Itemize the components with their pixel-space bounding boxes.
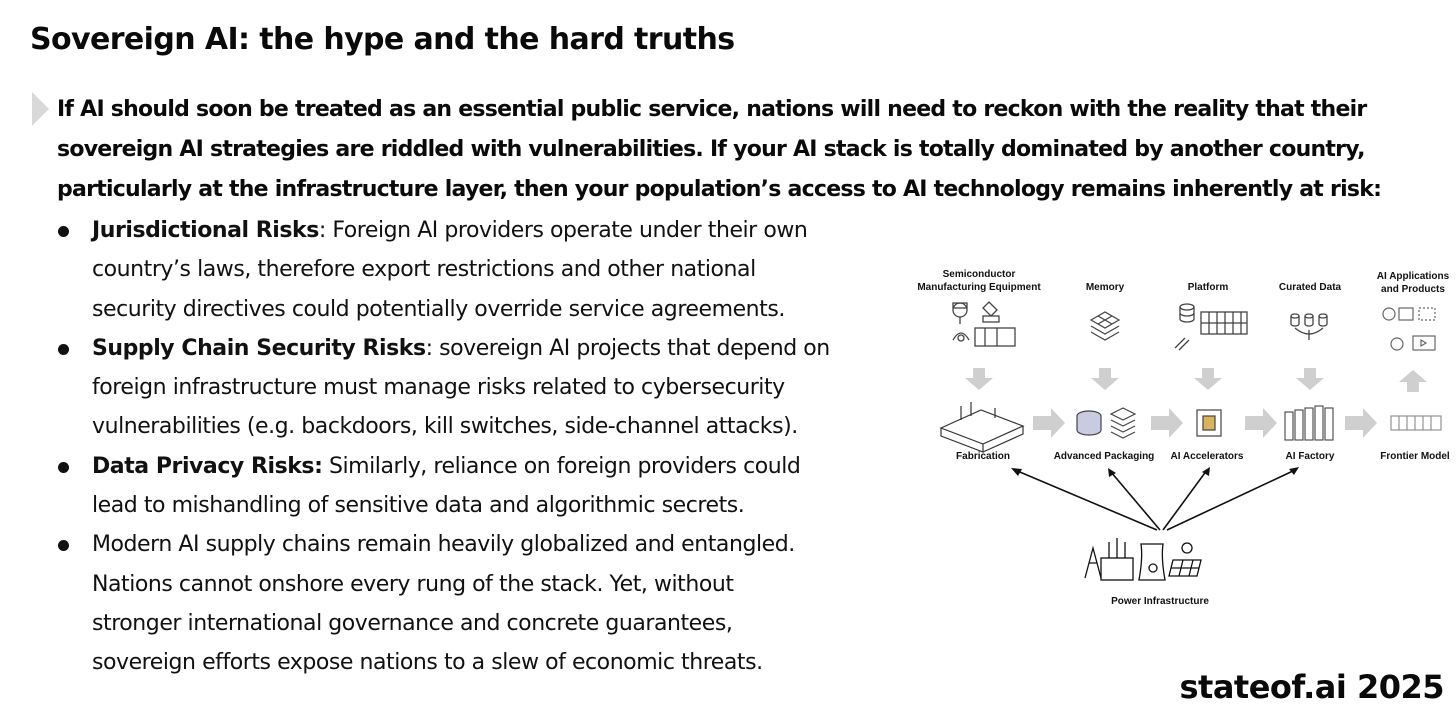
bullet-globalized [56, 525, 916, 682]
label-ai-accelerators: AI Accelerators [1170, 451, 1244, 462]
bullet-heading: Jurisdictional Risks [92, 218, 319, 243]
bullet-dot [58, 462, 69, 473]
page-title: Sovereign AI: the hype and the hard truths [30, 22, 735, 57]
bullet-heading: Supply Chain Security Risks [92, 335, 426, 361]
bullet-text: Similarly, reliance on foreign providers could [322, 453, 801, 479]
bullet-text: foreign infrastructure must manage risks related to cybersecurity [92, 375, 785, 401]
bullet-text: : sovereign AI projects that depend on [425, 335, 830, 361]
bullet-text: vulnerabilities (e.g. backdoors, kill switches, side-channel attacks). [92, 414, 798, 440]
bullet-text: stronger international governance and concrete guarantees, [92, 610, 733, 636]
label-ai-applications: and Products [1381, 284, 1445, 295]
power-arrows [1015, 470, 1295, 530]
label-power-infrastructure: Power Infrastructure [1111, 596, 1209, 607]
label-platform: Platform [1187, 282, 1229, 293]
right-arrow-icon [1033, 408, 1065, 438]
ai-accelerator-icon [1197, 410, 1221, 436]
right-arrow-icon [1345, 408, 1377, 438]
platform-icon [1175, 304, 1247, 350]
bullet-text: Modern AI supply chains remain heavily globalized and entangled. [92, 532, 795, 558]
bullet-supply-chain [56, 329, 916, 447]
flow-arrows [965, 368, 1427, 438]
down-arrow-icon [1296, 368, 1324, 390]
power-arrow-heads [1011, 467, 1299, 477]
ai-applications-icon [1383, 308, 1435, 350]
label-semiconductor: Manufacturing Equipment [917, 282, 1041, 293]
label-advanced-packaging: Advanced Packaging [1053, 451, 1155, 462]
right-arrow-icon [1245, 408, 1277, 438]
label-curated-data: Curated Data [1278, 282, 1342, 293]
bullet-text: country’s laws, therefore export restrictions and other national [92, 257, 756, 283]
down-arrow-icon [1194, 368, 1222, 390]
bullet-data-privacy [56, 447, 916, 526]
label-ai-applications: AI Applications [1376, 271, 1450, 282]
lead-paragraph [57, 90, 1452, 210]
memory-icon [1091, 312, 1119, 340]
bullet-list [56, 211, 916, 683]
bullet-text: Nations cannot onshore every rung of the stack. Yet, without [92, 571, 734, 597]
label-fabrication: Fabrication [956, 451, 1010, 462]
bullet-text: : Foreign AI providers operate under their own [318, 218, 808, 243]
footer-brand: stateof.ai 2025 [1179, 668, 1444, 706]
ai-stack-diagram [905, 258, 1453, 620]
frontier-model-icon [1391, 416, 1441, 430]
bullet-dot [58, 226, 69, 237]
bullet-dot [58, 344, 69, 355]
lead-marker-icon [30, 92, 50, 126]
right-arrow-icon [1151, 408, 1183, 438]
down-arrow-icon [1091, 368, 1119, 390]
bullet-dot [58, 540, 69, 551]
semiconductor-equipment-icon [953, 302, 1015, 346]
ai-factory-icon [1285, 406, 1333, 440]
bullet-text: sovereign efforts expose nations to a slew of economic threats. [92, 650, 763, 676]
label-memory: Memory [1085, 282, 1125, 293]
label-ai-factory: AI Factory [1285, 451, 1335, 462]
label-frontier-model: Frontier Model [1380, 451, 1450, 462]
bullet-text: security directives could potentially override service agreements. [92, 296, 785, 322]
up-arrow-icon [1399, 370, 1427, 392]
down-arrow-icon [965, 368, 993, 390]
advanced-packaging-icon [1077, 408, 1135, 438]
fabrication-icon [941, 402, 1023, 452]
lead-line: sovereign AI strategies are riddled with vulnerabilities. If your AI stack is totally dominated by another country, [57, 137, 1365, 162]
bullet-text: lead to mishandling of sensitive data and algorithmic secrets. [92, 493, 745, 519]
bullet-jurisdictional [56, 211, 916, 329]
power-infrastructure-icon [1085, 538, 1201, 580]
lead-line: particularly at the infrastructure layer, then your population’s access to AI technology remains inherently at risk: [57, 177, 1382, 202]
lead-line: If AI should soon be treated as an essential public service, nations will need to reckon with the reality that their [57, 97, 1367, 122]
curated-data-icon [1291, 314, 1327, 340]
label-semiconductor: Semiconductor [942, 269, 1016, 280]
bullet-heading: Data Privacy Risks: [92, 453, 323, 479]
